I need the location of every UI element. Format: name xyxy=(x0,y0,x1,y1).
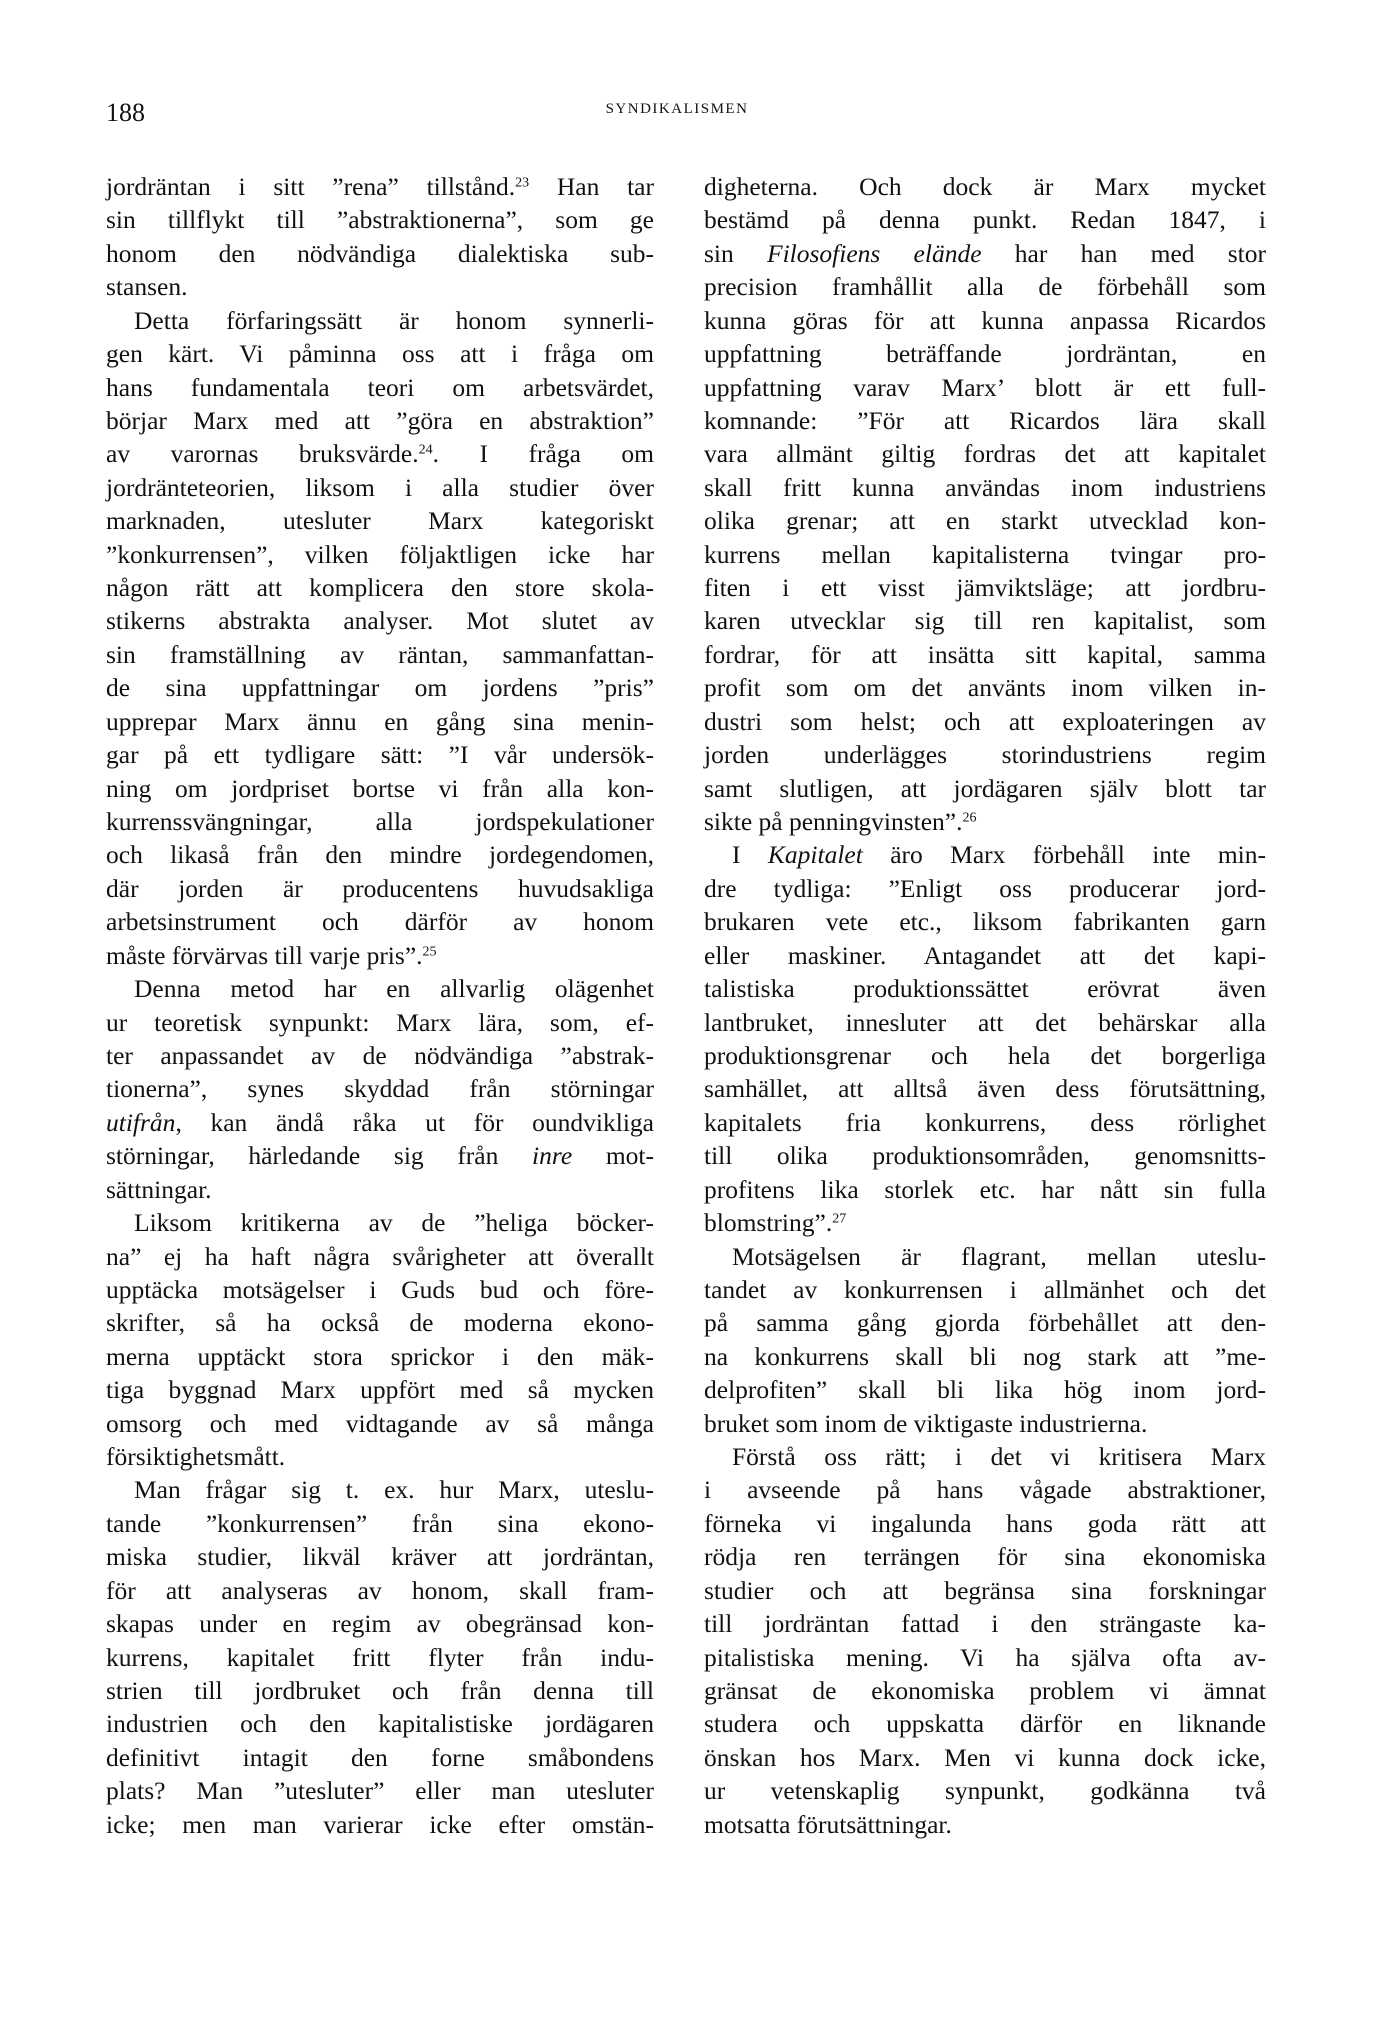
text-line xyxy=(704,872,1266,905)
text-run: ter anpassandet av de nödvändiga ”abstrak- xyxy=(106,1040,654,1070)
text-line xyxy=(704,1340,1266,1373)
text-line xyxy=(106,538,654,571)
text-run: strien till jordbruket och från denna till xyxy=(106,1675,654,1705)
text-run: och likaså från den mindre jordegendomen, xyxy=(106,840,654,870)
text-line xyxy=(704,972,1266,1005)
text-line xyxy=(106,371,654,404)
text-run: merna upptäckt stora sprickor i den mäk- xyxy=(106,1341,654,1371)
text-run: na” ej ha haft några svårigheter att överallt xyxy=(106,1241,654,1271)
text-line xyxy=(106,170,654,203)
text-line xyxy=(704,1507,1266,1540)
text-line xyxy=(704,905,1266,938)
text-run: ur vetenskaplig synpunkt, godkänna två xyxy=(704,1776,1266,1806)
text-line xyxy=(106,1774,654,1807)
text-run: ur teoretisk synpunkt: Marx lära, som, ef- xyxy=(106,1007,654,1037)
text-run: pitalistiska mening. Vi ha själva ofta av- xyxy=(704,1642,1266,1672)
text-run: gar på ett tydligare sätt: ”I vår undersök- xyxy=(106,740,654,770)
text-line xyxy=(704,270,1266,303)
text-line xyxy=(704,1808,1266,1841)
text-line xyxy=(704,705,1266,738)
text-run: tionerna”, synes skyddad från störningar xyxy=(106,1074,654,1104)
text-line xyxy=(704,1039,1266,1072)
text-line xyxy=(106,270,654,303)
footnote-marker: 27 xyxy=(832,1211,847,1227)
text-run: kurrens mellan kapitalisterna tvingar pro- xyxy=(704,539,1266,569)
text-run: tandet av konkurrensen i allmänhet och det xyxy=(704,1274,1266,1304)
text-line xyxy=(704,805,1266,838)
text-line xyxy=(704,1741,1266,1774)
text-run: bruket som inom de viktigaste industrierna. xyxy=(704,1408,1148,1438)
text-line xyxy=(704,1240,1266,1273)
text-run: . I fråga om xyxy=(432,439,654,469)
text-line xyxy=(704,404,1266,437)
text-run: profitens lika storlek etc. har nått sin fulla xyxy=(704,1174,1266,1204)
text-run: omsorg och med vidtagande av så många xyxy=(106,1408,654,1438)
text-line xyxy=(106,304,654,337)
text-run: industrien och den kapitalistiske jordägaren xyxy=(106,1709,654,1739)
text-line xyxy=(106,872,654,905)
text-line xyxy=(704,1173,1266,1206)
text-line xyxy=(704,1440,1266,1473)
text-line xyxy=(704,1540,1266,1573)
italic-title: Kapitalet xyxy=(767,840,863,870)
text-line xyxy=(704,1273,1266,1306)
text-run: till jordräntan fattad i den strängaste ka- xyxy=(704,1609,1266,1639)
text-run: komnande: ”För att Ricardos lära skall xyxy=(704,405,1266,435)
text-line xyxy=(704,939,1266,972)
text-line xyxy=(704,1206,1266,1239)
text-run: dustri som helst; och att exploateringen av xyxy=(704,706,1266,736)
text-run: önskan hos Marx. Men vi kunna dock icke, xyxy=(704,1742,1266,1772)
text-run: gränsat de ekonomiska problem vi ämnat xyxy=(704,1675,1266,1705)
text-line xyxy=(704,170,1266,203)
text-line xyxy=(106,1641,654,1674)
text-line xyxy=(704,1674,1266,1707)
text-line xyxy=(704,203,1266,236)
text-line xyxy=(704,1407,1266,1440)
text-line xyxy=(106,1072,654,1105)
text-line xyxy=(106,1306,654,1339)
text-run: försiktighetsmått. xyxy=(106,1442,286,1472)
text-line xyxy=(704,471,1266,504)
footnote-marker: 25 xyxy=(422,944,437,960)
text-run: kapitalets fria konkurrens, dess rörlighet xyxy=(704,1107,1266,1137)
text-run: skapas under en regim av obegränsad kon- xyxy=(106,1609,654,1639)
text-run: Man frågar sig t. ex. hur Marx, uteslu- xyxy=(134,1475,654,1505)
page-number: 188 xyxy=(106,98,145,127)
text-line xyxy=(106,1206,654,1239)
text-run: sin xyxy=(704,238,767,268)
text-run: miska studier, likväl kräver att jordräntan, xyxy=(106,1542,654,1572)
text-run: fiten i ett visst jämviktsläge; att jordbru- xyxy=(704,573,1266,603)
text-run: de sina uppfattningar om jordens ”pris” xyxy=(106,673,654,703)
text-run: olika grenar; att en starkt utvecklad kon- xyxy=(704,506,1266,536)
text-run: av varornas bruksvärde. xyxy=(106,439,419,469)
italic-title: inre xyxy=(532,1141,573,1171)
text-run: någon rätt att komplicera den store skola- xyxy=(106,573,654,603)
text-run: honom den nödvändiga dialektiska sub- xyxy=(106,238,654,268)
text-line xyxy=(106,1407,654,1440)
text-line xyxy=(106,1373,654,1406)
text-line xyxy=(704,538,1266,571)
text-line xyxy=(106,337,654,370)
text-line xyxy=(106,905,654,938)
text-line xyxy=(106,1006,654,1039)
text-line xyxy=(704,1607,1266,1640)
text-line xyxy=(106,237,654,270)
text-line xyxy=(704,371,1266,404)
text-run: arbetsinstrument och därför av honom xyxy=(106,907,654,937)
text-run: gen kärt. Vi påminna oss att i fråga om xyxy=(106,339,654,369)
text-run: na konkurrens skall bli nog stark att ”me- xyxy=(704,1341,1266,1371)
text-run: , kan ändå råka ut för oundvikliga xyxy=(175,1107,654,1137)
text-line xyxy=(704,1707,1266,1740)
text-line xyxy=(704,604,1266,637)
text-run: jorden underlägges storindustriens regim xyxy=(704,740,1266,770)
text-run: vara allmänt giltig fordras det att kapitalet xyxy=(704,439,1266,469)
text-line xyxy=(704,337,1266,370)
italic-title: utifrån xyxy=(106,1107,176,1137)
text-line xyxy=(106,805,654,838)
text-line xyxy=(704,772,1266,805)
text-run: Liksom kritikerna av de ”heliga böcker- xyxy=(134,1208,654,1238)
text-run: mot- xyxy=(572,1141,654,1171)
text-column-right xyxy=(704,170,1266,1841)
text-line xyxy=(704,304,1266,337)
text-line xyxy=(106,838,654,871)
text-run: förneka vi ingalunda hans goda rätt att xyxy=(704,1508,1266,1538)
text-run: Förstå oss rätt; i det vi kritisera Marx xyxy=(732,1442,1266,1472)
text-line xyxy=(704,1373,1266,1406)
text-line xyxy=(106,1674,654,1707)
text-run: kunna göras för att kunna anpassa Ricardos xyxy=(704,305,1266,335)
text-run: kurrens, kapitalet fritt flyter från indu- xyxy=(106,1642,654,1672)
text-line xyxy=(106,404,654,437)
text-line xyxy=(106,972,654,1005)
text-run: upptäcka motsägelser i Guds bud och före- xyxy=(106,1274,654,1304)
text-line xyxy=(106,604,654,637)
text-run: där jorden är producentens huvudsakliga xyxy=(106,873,654,903)
text-run: profit som om det använts inom vilken in- xyxy=(704,673,1266,703)
text-line xyxy=(704,1473,1266,1506)
text-run: ning om jordpriset bortse vi från alla kon- xyxy=(106,773,654,803)
text-run: I xyxy=(732,840,768,870)
text-line xyxy=(106,1607,654,1640)
footnote-marker: 23 xyxy=(515,175,530,191)
text-line xyxy=(704,1306,1266,1339)
text-run: sin tillflykt till ”abstraktionerna”, som ge xyxy=(106,205,654,235)
text-run: äro Marx förbehåll inte min- xyxy=(862,840,1266,870)
text-run: uppfattning varav Marx’ blott är ett full- xyxy=(704,372,1266,402)
text-run: börjar Marx med att ”göra en abstraktion” xyxy=(106,405,654,435)
text-run: störningar, härledande sig från xyxy=(106,1141,533,1171)
text-column-left xyxy=(106,170,654,1841)
text-line xyxy=(106,203,654,236)
text-line xyxy=(704,838,1266,871)
text-run: hans fundamentala teori om arbetsvärdet, xyxy=(106,372,654,402)
text-line xyxy=(106,1440,654,1473)
text-run: Denna metod har en allvarlig olägenhet xyxy=(134,974,654,1004)
text-run: tande ”konkurrensen” från sina ekono- xyxy=(106,1508,654,1538)
text-run: upprepar Marx ännu en gång sina menin- xyxy=(106,706,654,736)
footnote-marker: 24 xyxy=(418,442,433,458)
text-run: uppfattning beträffande jordräntan, en xyxy=(704,339,1266,369)
text-run: ”konkurrensen”, vilken följaktligen icke har xyxy=(106,539,654,569)
text-line xyxy=(106,1106,654,1139)
running-head: SYNDIKALISMEN xyxy=(605,101,749,117)
text-line xyxy=(106,1139,654,1172)
text-line xyxy=(106,772,654,805)
text-line xyxy=(704,1006,1266,1039)
text-run: skrifter, så ha också de moderna ekono- xyxy=(106,1308,654,1338)
text-run: tiga byggnad Marx uppfört med så mycken xyxy=(106,1375,654,1405)
text-line xyxy=(704,1774,1266,1807)
text-line xyxy=(704,1641,1266,1674)
text-run: definitivt intagit den forne småbondens xyxy=(106,1742,654,1772)
text-line xyxy=(704,638,1266,671)
footnote-marker: 26 xyxy=(962,810,977,826)
text-line xyxy=(704,1139,1266,1172)
text-line xyxy=(704,1574,1266,1607)
text-line xyxy=(106,1540,654,1573)
text-run: talistiska produktionssättet erövrat även xyxy=(704,974,1266,1004)
text-line xyxy=(106,671,654,704)
text-line xyxy=(106,939,654,972)
text-run: plats? Man ”utesluter” eller man utesluter xyxy=(106,1776,654,1806)
text-line xyxy=(106,1707,654,1740)
text-run: brukaren vete etc., liksom fabrikanten garn xyxy=(704,907,1266,937)
text-line xyxy=(106,1574,654,1607)
text-run: måste förvärvas till varje pris”. xyxy=(106,940,423,970)
text-run: studera och uppskatta därför en liknande xyxy=(704,1709,1266,1739)
text-line xyxy=(106,571,654,604)
text-run: sättningar. xyxy=(106,1174,212,1204)
text-line xyxy=(106,1240,654,1273)
text-run: i avseende på hans vågade abstraktioner, xyxy=(704,1475,1266,1505)
text-line xyxy=(106,705,654,738)
text-line xyxy=(106,504,654,537)
text-run: jordränteteorien, liksom i alla studier över xyxy=(106,472,654,502)
text-run: på samma gång gjorda förbehållet att den- xyxy=(704,1308,1266,1338)
text-run: marknaden, utesluter Marx kategoriskt xyxy=(106,506,654,536)
text-run: karen utvecklar sig till ren kapitalist, som xyxy=(704,606,1266,636)
text-line xyxy=(106,1473,654,1506)
text-run: till olika produktionsområden, genomsnitts- xyxy=(704,1141,1266,1171)
text-line xyxy=(106,1273,654,1306)
text-run: bestämd på denna punkt. Redan 1847, i xyxy=(704,205,1266,235)
text-line xyxy=(106,437,654,470)
text-run: skall fritt kunna användas inom industriens xyxy=(704,472,1266,502)
text-run: Han tar xyxy=(529,172,654,201)
italic-title: Filosofiens elände xyxy=(767,238,982,268)
text-run: dre tydliga: ”Enligt oss producerar jord- xyxy=(704,873,1266,903)
text-line xyxy=(704,1106,1266,1139)
text-line xyxy=(704,237,1266,270)
text-run: eller maskiner. Antagandet att det kapi- xyxy=(704,940,1266,970)
text-run: samhället, att alltså även dess förutsättning, xyxy=(704,1074,1266,1104)
text-run: sikte på penningvinsten”. xyxy=(704,807,963,837)
text-run: jordräntan i sitt ”rena” tillstånd. xyxy=(106,172,516,201)
text-run: digheterna. Och dock är Marx mycket xyxy=(704,172,1266,201)
text-run: precision framhållit alla de förbehåll som xyxy=(704,272,1266,302)
text-line xyxy=(704,504,1266,537)
text-run: för att analyseras av honom, skall fram- xyxy=(106,1575,654,1605)
text-line xyxy=(106,1507,654,1540)
text-line xyxy=(704,437,1266,470)
text-line xyxy=(106,1340,654,1373)
text-run: delprofiten” skall bli lika hög inom jord- xyxy=(704,1375,1266,1405)
text-line xyxy=(704,1072,1266,1105)
text-run: studier och att begränsa sina forskningar xyxy=(704,1575,1266,1605)
text-run: samt slutligen, att jordägaren själv blott tar xyxy=(704,773,1266,803)
text-line xyxy=(704,738,1266,771)
text-line xyxy=(704,671,1266,704)
text-line xyxy=(106,1741,654,1774)
text-run: blomstring”. xyxy=(704,1208,833,1238)
text-run: produktionsgrenar och hela det borgerliga xyxy=(704,1040,1266,1070)
text-run: lantbruket, innesluter att det behärskar alla xyxy=(704,1007,1266,1037)
text-run: fordrar, för att insätta sitt kapital, samma xyxy=(704,639,1266,669)
text-line xyxy=(106,1039,654,1072)
text-line xyxy=(106,738,654,771)
text-run: har han med stor xyxy=(981,238,1267,268)
text-line xyxy=(704,571,1266,604)
text-run: stikerns abstrakta analyser. Mot slutet av xyxy=(106,606,654,636)
text-line xyxy=(106,1808,654,1841)
text-run: Motsägelsen är flagrant, mellan uteslu- xyxy=(732,1241,1266,1271)
text-line xyxy=(106,471,654,504)
text-run: kurrenssvängningar, alla jordspekulationer xyxy=(106,807,654,837)
text-run: motsatta förutsättningar. xyxy=(704,1809,952,1839)
text-run: stansen. xyxy=(106,272,188,302)
text-run: rödja ren terrängen för sina ekonomiska xyxy=(704,1542,1266,1572)
text-run: Detta förfaringssätt är honom synnerli- xyxy=(134,305,654,335)
text-line xyxy=(106,1173,654,1206)
text-run: icke; men man varierar icke efter omstän- xyxy=(106,1809,654,1839)
text-run: sin framställning av räntan, sammanfattan- xyxy=(106,639,654,669)
text-line xyxy=(106,638,654,671)
